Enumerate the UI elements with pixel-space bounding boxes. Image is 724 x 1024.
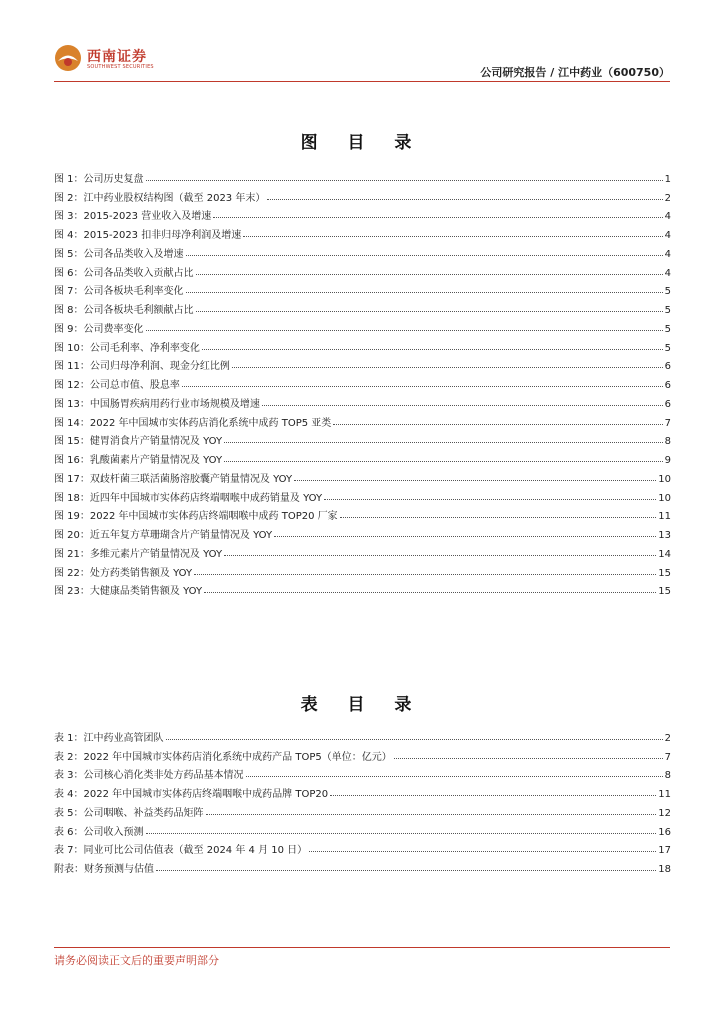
toc-entry-page: 8 — [664, 436, 671, 448]
toc-entry-label: 图 10：公司毛利率、净利率变化 — [54, 342, 200, 354]
toc-entry-label: 图 7：公司各板块毛利率变化 — [54, 286, 184, 298]
toc-entry-page: 14 — [658, 548, 671, 560]
table-toc-entry[interactable] — [54, 744, 671, 763]
page-header — [0, 0, 724, 90]
toc-entry-label: 表 1：江中药业高管团队 — [54, 732, 164, 744]
table-toc-entry[interactable] — [54, 819, 671, 838]
toc-entry-page: 4 — [664, 248, 671, 260]
toc-entry-label: 图 8：公司各板块毛利额献占比 — [54, 305, 194, 316]
toc-leader-dots — [333, 424, 662, 425]
toc-leader-dots — [186, 292, 663, 293]
toc-entry-label: 附表：财务预测与估值 — [54, 864, 154, 875]
figure-toc-entry[interactable] — [54, 466, 671, 485]
figure-toc-entry[interactable] — [54, 204, 671, 223]
figure-toc-entry[interactable] — [54, 260, 671, 279]
tables-toc-title: 表 目 录 — [300, 695, 424, 715]
figure-toc-entry[interactable] — [54, 447, 671, 466]
figure-toc-entry[interactable] — [54, 485, 671, 504]
toc-entry-page: 5 — [664, 323, 671, 335]
toc-entry-label: 图 3：2015-2023 营业收入及增速 — [54, 211, 212, 223]
toc-entry-page: 4 — [664, 211, 671, 223]
toc-leader-dots — [146, 180, 663, 181]
toc-entry-label: 表 2：2022 年中国城市实体药店消化系统中成药产品 TOP5（单位：亿元） — [54, 751, 392, 763]
toc-leader-dots — [232, 367, 663, 368]
table-toc-entry[interactable] — [54, 838, 671, 857]
toc-entry-label: 图 20：近五年复方草珊瑚含片产销量情况及 YOY — [54, 530, 273, 541]
figures-toc-list — [54, 166, 671, 597]
toc-leader-dots — [182, 386, 663, 387]
toc-leader-dots — [194, 574, 656, 575]
toc-entry-page: 8 — [664, 770, 671, 782]
toc-leader-dots — [186, 255, 663, 256]
toc-leader-dots — [243, 236, 662, 237]
toc-entry-label: 表 4：2022 年中国城市实体药店终端咽喉中成药品牌 TOP20 — [54, 789, 329, 800]
toc-leader-dots — [166, 739, 663, 740]
toc-entry-page: 15 — [658, 567, 671, 579]
toc-leader-dots — [394, 758, 663, 759]
toc-leader-dots — [267, 199, 662, 200]
figure-toc-entry[interactable] — [54, 166, 671, 185]
toc-leader-dots — [196, 274, 663, 275]
toc-entry-page: 5 — [664, 342, 671, 354]
toc-leader-dots — [294, 480, 656, 481]
toc-leader-dots — [202, 349, 663, 350]
toc-leader-dots — [330, 795, 656, 796]
toc-entry-label: 表 7：同业可比公司估值表（截至 2024 年 4 月 10 日） — [54, 845, 308, 857]
figure-toc-entry[interactable] — [54, 297, 671, 316]
toc-entry-page: 2 — [664, 192, 671, 204]
figure-toc-entry[interactable] — [54, 354, 671, 373]
logo-text-en: SOUTHWEST SECURITIES — [87, 64, 154, 70]
company-logo — [54, 44, 174, 74]
toc-entry-label: 图 13：中国肠胃疾病用药行业市场规模及增速 — [54, 398, 260, 410]
figure-toc-entry[interactable] — [54, 560, 671, 579]
figure-toc-entry[interactable] — [54, 391, 671, 410]
toc-entry-page: 10 — [658, 473, 671, 485]
toc-entry-page: 2 — [664, 732, 671, 744]
toc-entry-label: 图 23：大健康品类销售额及 YOY — [54, 586, 203, 598]
toc-entry-label: 表 3：公司核心消化类非处方药品基本情况 — [54, 770, 244, 782]
toc-leader-dots — [262, 405, 663, 406]
toc-leader-dots — [206, 814, 657, 815]
figure-toc-entry[interactable] — [54, 335, 671, 354]
tables-toc-list — [54, 725, 671, 875]
toc-entry-page: 10 — [658, 492, 671, 504]
figure-toc-entry[interactable] — [54, 372, 671, 391]
toc-entry-label: 图 12：公司总市值、股息率 — [54, 380, 180, 391]
toc-entry-page: 18 — [658, 864, 671, 875]
toc-entry-page: 5 — [664, 286, 671, 298]
toc-entry-label: 图 18：近四年中国城市实体药店终端咽喉中成药销量及 YOY — [54, 492, 323, 504]
toc-leader-dots — [224, 461, 663, 462]
toc-entry-label: 图 15：健胃消食片产销量情况及 YOY — [54, 436, 223, 448]
figure-toc-entry[interactable] — [54, 504, 671, 523]
table-toc-entry[interactable] — [54, 781, 671, 800]
toc-leader-dots — [224, 555, 656, 556]
figure-toc-entry[interactable] — [54, 410, 671, 429]
table-toc-entry[interactable] — [54, 725, 671, 744]
figure-toc-entry[interactable] — [54, 579, 671, 598]
logo-text-cn: 西南证券 — [87, 49, 147, 65]
toc-leader-dots — [274, 536, 656, 537]
header-divider — [54, 81, 670, 82]
toc-entry-label: 图 2：江中药业股权结构图（截至 2023 年末） — [54, 192, 266, 204]
toc-leader-dots — [146, 330, 663, 331]
toc-entry-label: 图 21：多维元素片产销量情况及 YOY — [54, 548, 223, 560]
report-title: 公司研究报告 / 江中药业（600750） — [480, 66, 670, 79]
toc-leader-dots — [213, 217, 662, 218]
figure-toc-entry[interactable] — [54, 316, 671, 335]
table-toc-entry[interactable] — [54, 763, 671, 782]
figure-toc-entry[interactable] — [54, 522, 671, 541]
toc-leader-dots — [224, 442, 663, 443]
toc-entry-page: 7 — [664, 417, 671, 429]
figure-toc-entry[interactable] — [54, 429, 671, 448]
figure-toc-entry[interactable] — [54, 185, 671, 204]
toc-entry-label: 图 1：公司历史复盘 — [54, 173, 144, 185]
toc-entry-page: 6 — [664, 380, 671, 391]
toc-entry-label: 图 6：公司各品类收入贡献占比 — [54, 267, 194, 279]
toc-entry-page: 6 — [664, 398, 671, 410]
toc-entry-label: 图 4：2015-2023 扣非归母净利润及增速 — [54, 230, 242, 241]
figure-toc-entry[interactable] — [54, 541, 671, 560]
toc-leader-dots — [340, 517, 657, 518]
toc-entry-label: 图 9：公司费率变化 — [54, 323, 144, 335]
toc-leader-dots — [146, 833, 657, 834]
figures-toc-title: 图 目 录 — [300, 133, 424, 153]
toc-entry-label: 图 22：处方药类销售额及 YOY — [54, 567, 193, 579]
toc-entry-label: 图 5：公司各品类收入及增速 — [54, 248, 184, 260]
figure-toc-entry[interactable] — [54, 222, 671, 241]
toc-entry-page: 11 — [658, 789, 671, 800]
toc-entry-label: 图 11：公司归母净利润、现金分红比例 — [54, 361, 230, 373]
toc-entry-page: 9 — [664, 455, 671, 466]
toc-entry-page: 13 — [658, 530, 671, 541]
logo-mark-icon — [54, 44, 82, 72]
toc-entry-page: 11 — [658, 511, 671, 523]
toc-entry-label: 表 5：公司咽喉、补益类药品矩阵 — [54, 807, 204, 819]
toc-entry-page: 4 — [664, 267, 671, 279]
toc-leader-dots — [156, 870, 656, 871]
toc-leader-dots — [246, 776, 663, 777]
toc-entry-label: 表 6：公司收入预测 — [54, 826, 144, 838]
toc-entry-page: 17 — [658, 845, 671, 857]
toc-entry-page: 7 — [664, 751, 671, 763]
toc-leader-dots — [204, 592, 656, 593]
table-toc-entry[interactable] — [54, 856, 671, 875]
toc-entry-page: 6 — [664, 361, 671, 373]
toc-leader-dots — [324, 499, 656, 500]
footer-disclaimer: 请务必阅读正文后的重要声明部分 — [54, 954, 219, 967]
toc-entry-page: 15 — [658, 586, 671, 598]
toc-entry-label: 图 14：2022 年中国城市实体药店消化系统中成药 TOP5 亚类 — [54, 417, 332, 429]
toc-entry-page: 16 — [658, 826, 671, 838]
toc-entry-page: 4 — [664, 230, 671, 241]
toc-entry-label: 图 17：双歧杆菌三联活菌肠溶胶囊产销量情况及 YOY — [54, 473, 293, 485]
toc-entry-page: 1 — [664, 173, 671, 185]
figure-toc-entry[interactable] — [54, 241, 671, 260]
toc-entry-label: 图 16：乳酸菌素片产销量情况及 YOY — [54, 455, 223, 466]
toc-entry-page: 5 — [664, 305, 671, 316]
table-toc-entry[interactable] — [54, 800, 671, 819]
figure-toc-entry[interactable] — [54, 279, 671, 298]
footer-divider — [54, 947, 670, 948]
toc-leader-dots — [309, 851, 656, 852]
toc-entry-page: 12 — [658, 807, 671, 819]
toc-leader-dots — [196, 311, 663, 312]
toc-entry-label: 图 19：2022 年中国城市实体药店终端咽喉中成药 TOP20 厂家 — [54, 511, 338, 523]
